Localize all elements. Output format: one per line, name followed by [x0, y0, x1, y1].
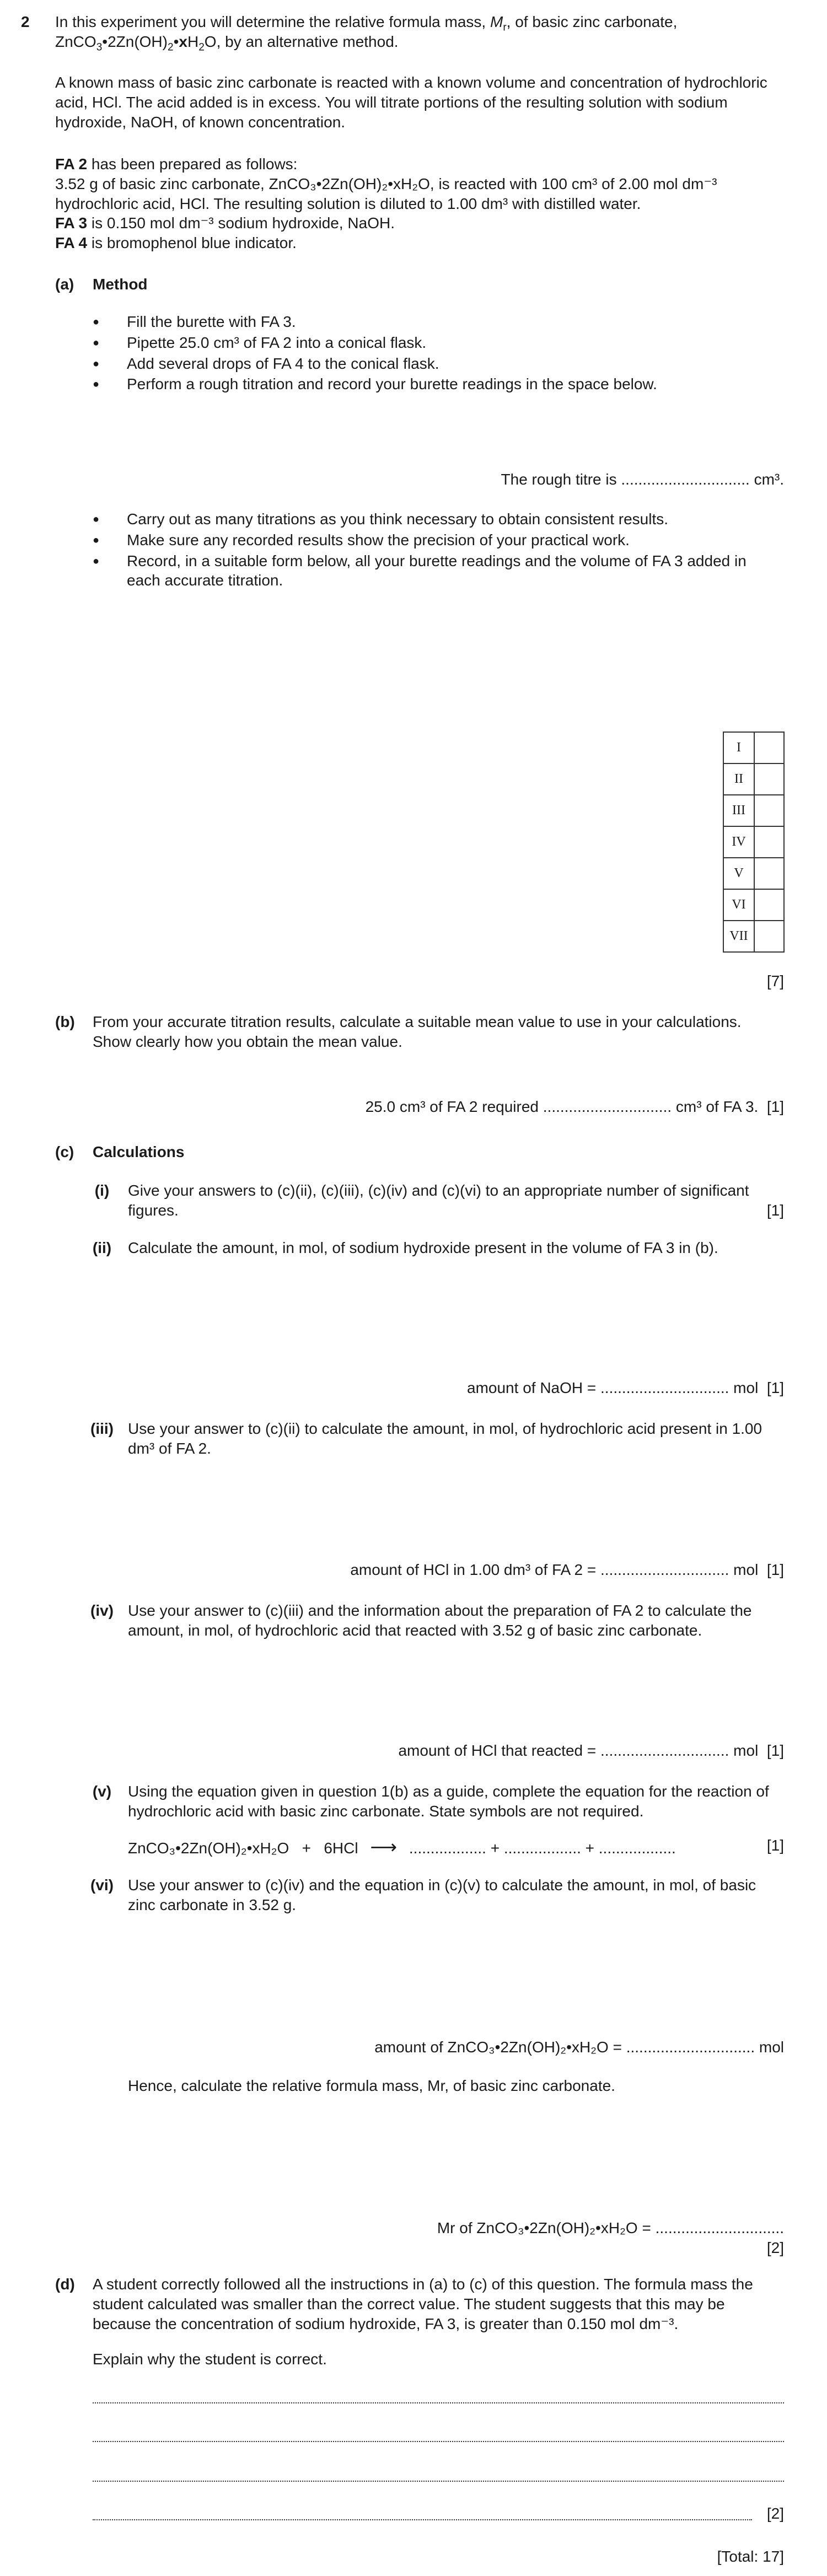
part-d-label: (d): [55, 2276, 75, 2293]
part-c-vi-label: (vi): [90, 1876, 114, 1894]
fa2-line-3: hydrochloric acid, HCl. The resulting solution is diluted to 1.00 dm³ with distilled water.: [55, 195, 641, 212]
part-c-vi-mr-answer[interactable]: Mr of ZnCO₃•2Zn(OH)₂•xH₂O = ..............................: [437, 2219, 784, 2236]
part-c-i-label: (i): [94, 1182, 110, 1199]
part-c-vi-text: Use your answer to (c)(iv) and the equation in (c)(v) to calculate the amount, in mol, of basic zinc carbonate in 3.52 g.: [128, 1876, 756, 1913]
mr-symbol: M: [490, 13, 503, 30]
part-c-iii-answer[interactable]: amount of HCl in 1.00 dm³ of FA 2 = .............................. mol: [350, 1561, 759, 1578]
part-c-iii-label: (iii): [90, 1420, 114, 1437]
part-d-prompt: Explain why the student is correct.: [93, 2351, 327, 2368]
part-c-v-marks: [1]: [766, 1837, 784, 1854]
question-number: 2: [21, 13, 30, 30]
fa2-line-2: 3.52 g of basic zinc carbonate, ZnCO₃•2Zn(OH)₂•xH₂O, is reacted with 100 cm³ of 2.00 mol dm⁻³: [55, 175, 717, 192]
intro-text-start: In this experiment you will determine the relative formula mass,: [55, 13, 490, 30]
part-c-v-text: Using the equation given in question 1(b) as a guide, complete the equation for the reaction of hydrochloric acid with basic zinc carbonate. State symbols are not required.: [128, 1783, 769, 1820]
marking-row-label: VI: [723, 889, 754, 921]
part-c-i-text: Give your answers to (c)(ii), (c)(iii), (c)(iv) and (c)(vi) to an appropriate number of significant figures.: [128, 1182, 749, 1219]
mr-subscript: r: [503, 21, 507, 34]
intro-text-end: , by an alternative method.: [216, 33, 399, 50]
part-c-ii-marks: [1]: [766, 1379, 784, 1396]
examiner-marking-grid: [723, 732, 785, 953]
part-c-iv-marks: [1]: [766, 1742, 784, 1759]
marking-row-label: IV: [723, 826, 754, 858]
part-c-iii-text: Use your answer to (c)(ii) to calculate the amount, in mol, of hydrochloric acid present in 1.00 dm³ of FA 2.: [128, 1420, 762, 1457]
marking-cell: [754, 732, 784, 763]
method-steps-list: [93, 312, 784, 395]
part-c-vi-hence-text: Hence, calculate the relative formula mass, Mr, of basic zinc carbonate.: [128, 2077, 615, 2094]
part-c-ii-label: (ii): [92, 1239, 112, 1256]
part-a-title: Method: [93, 276, 148, 293]
part-b-text: From your accurate titration results, calculate a suitable mean value to use in your calculations. Show clearly how you obtain the mean value.: [93, 1013, 742, 1050]
part-c-title: Calculations: [93, 1143, 185, 1160]
part-c-iv-answer-line[interactable]: [128, 1741, 784, 1761]
intro-paragraph-1: [55, 12, 784, 52]
part-c-iii-answer-line[interactable]: [128, 1560, 784, 1580]
part-b-marks: [1]: [766, 1098, 784, 1115]
equation-line: [128, 1836, 784, 1860]
marking-cell: [754, 889, 784, 921]
answer-writing-line[interactable]: [93, 2481, 784, 2482]
answer-writing-line[interactable]: [93, 2402, 784, 2403]
part-c-ii-answer-line[interactable]: [128, 1378, 784, 1398]
marking-cell: [754, 795, 784, 826]
part-b-answer-line[interactable]: [93, 1097, 784, 1117]
part-a-marks: [7]: [766, 972, 784, 989]
intro-formula: $ZnCO_3•2Zn(OH)_2•xH_2O$: [55, 33, 217, 53]
answer-writing-line[interactable]: [93, 2441, 784, 2442]
part-c-ii-answer[interactable]: amount of NaOH = .............................. mol: [467, 1379, 759, 1396]
part-c-v-label: (v): [92, 1783, 112, 1800]
intro-paragraph-2: A known mass of basic zinc carbonate is reacted with a known volume and concentration of hydrochloric acid, HCl. The acid added is in excess. You will titrate portions of the resulting solution with sodium hydroxide, NaOH, of known concentration.: [55, 74, 767, 131]
part-c-i-marks: [1]: [766, 1202, 784, 1219]
marking-cell: [754, 921, 784, 952]
marking-row-label: V: [723, 858, 754, 889]
intro-text-mid: , of basic zinc carbonate,: [506, 13, 678, 30]
fa3-line: FA 3 is 0.150 mol dm⁻³ sodium hydroxide, NaOH.: [55, 214, 395, 232]
equation-products-blanks[interactable]: .................. + .................. + ..................: [409, 1840, 676, 1857]
rough-titre-answer[interactable]: The rough titre is .............................. cm³.: [501, 471, 784, 488]
equation-reactants: ZnCO₃•2Zn(OH)₂•xH₂O + 6HCl: [128, 1840, 358, 1857]
question-total-marks: [Total: 17]: [717, 2548, 784, 2565]
part-a-label: (a): [55, 276, 74, 293]
part-c-iv-text: Use your answer to (c)(iii) and the information about the preparation of FA 2 to calculate the amount, in mol, of hydrochloric acid that reacted with 3.52 g of basic zinc carbonate.: [128, 1602, 752, 1639]
part-c-ii-text: Calculate the amount, in mol, of sodium hydroxide present in the volume of FA 3 in (b).: [128, 1239, 718, 1256]
marking-cell: [754, 826, 784, 858]
titration-instruction: ● Carry out as many titrations as you think necessary to obtain consistent results.: [93, 509, 784, 529]
fa2-intro: FA 2 has been prepared as follows:: [55, 155, 298, 173]
reagent-block: [55, 154, 784, 253]
part-d-marks: [2]: [766, 2505, 784, 2522]
marking-row-label: III: [723, 795, 754, 826]
part-d-text: A student correctly followed all the instructions in (a) to (c) of this question. The formula mass the student calculated was smaller than the correct value. The student suggests that this may be because the concentration of sodium hydroxide, FA 3, is greater than 0.150 mol dm⁻³.: [93, 2276, 753, 2332]
marking-row-label: II: [723, 763, 754, 795]
marking-cell: [754, 763, 784, 795]
reaction-arrow-icon: ⟶: [370, 1837, 398, 1858]
part-b-answer[interactable]: 25.0 cm³ of FA 2 required .............................. cm³ of FA 3.: [365, 1098, 759, 1115]
part-c-vi-marks: [2]: [766, 2239, 784, 2256]
marking-row-label: VII: [723, 921, 754, 952]
titration-instructions-list: [93, 509, 784, 591]
method-step: ● Fill the burette with FA 3.: [93, 312, 784, 332]
method-step: ● Add several drops of FA 4 to the conical flask.: [93, 354, 784, 374]
answer-writing-line[interactable]: [93, 2519, 752, 2520]
marking-cell: [754, 858, 784, 889]
part-c-iv-answer[interactable]: amount of HCl that reacted = .............................. mol: [398, 1742, 759, 1759]
titration-instruction: ● Record, in a suitable form below, all your burette readings and the volume of FA 3 added in each accurate titration.: [93, 551, 784, 591]
fa4-line: FA 4 is bromophenol blue indicator.: [55, 234, 297, 252]
part-c-label: (c): [55, 1143, 74, 1160]
part-c-iv-label: (iv): [90, 1602, 114, 1619]
marking-row-label: I: [723, 732, 754, 763]
part-c-vi-answer[interactable]: amount of ZnCO₃•2Zn(OH)₂•xH₂O = .............................. mol: [374, 2039, 784, 2056]
method-step: ● Perform a rough titration and record your burette readings in the space below.: [93, 374, 784, 394]
method-step: ● Pipette 25.0 cm³ of FA 2 into a conical flask.: [93, 333, 784, 353]
part-b-label: (b): [55, 1013, 75, 1030]
titration-instruction: ● Make sure any recorded results show the precision of your practical work.: [93, 530, 784, 550]
part-c-iii-marks: [1]: [766, 1561, 784, 1578]
